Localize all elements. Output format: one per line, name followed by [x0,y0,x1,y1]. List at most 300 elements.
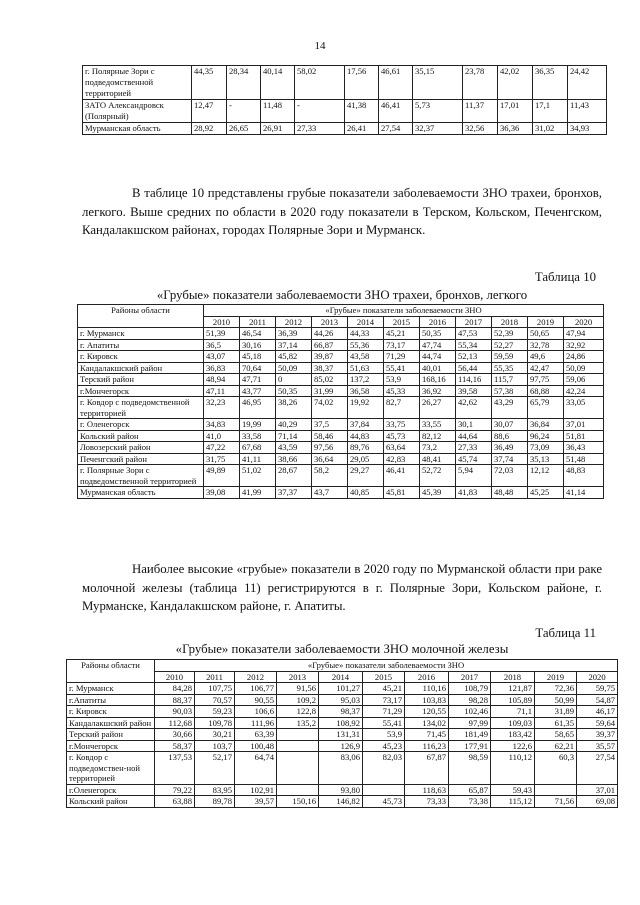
value-cell: 32,92 [564,339,604,351]
value-cell: 48,83 [564,465,604,487]
table10-region-header: Районы области [78,305,204,328]
value-cell: 5,94 [456,465,492,487]
value-cell: 35,57 [577,740,618,752]
value-cell: 115,12 [491,796,535,808]
value-cell: 90,55 [235,694,277,706]
value-cell: 91,56 [277,683,319,695]
value-cell: 71,14 [276,430,312,442]
value-cell: 51,48 [564,453,604,465]
value-cell: 181,49 [449,729,491,741]
value-cell: 26,91 [261,123,295,135]
value-cell: 43,58 [348,351,384,363]
value-cell: 37,84 [348,419,384,431]
region-name: Кандалакшский район [78,362,204,374]
page-number: 14 [314,40,326,52]
value-cell: 109,03 [491,717,535,729]
value-cell: 65,79 [528,397,564,419]
value-cell: 97,75 [528,374,564,386]
region-name: Кольский район [67,796,155,808]
value-cell: 55,36 [348,339,384,351]
value-cell: 68,88 [528,385,564,397]
value-cell: 58,02 [295,66,345,100]
value-cell: 42,62 [456,397,492,419]
value-cell: 26,41 [345,123,379,135]
value-cell: 34,93 [568,123,607,135]
value-cell: 43,7 [312,487,348,499]
year-header: 2012 [276,316,312,328]
value-cell: 26,27 [420,397,456,419]
value-cell: 51,81 [564,430,604,442]
table10-title: «Грубые» показатели заболеваемости ЗНО трахеи, бронхов, легкого [156,288,528,302]
value-cell: 50,09 [276,362,312,374]
table-row [78,385,604,397]
region-name: г.Апатиты [67,694,155,706]
value-cell: 39,87 [312,351,348,363]
value-cell: 32,78 [528,339,564,351]
value-cell: 36,84 [528,419,564,431]
value-cell: 41,38 [345,100,379,123]
year-header: 2016 [420,316,456,328]
value-cell: 85,02 [312,374,348,386]
value-cell: 102,46 [449,706,491,718]
paragraph-table10-intro: В таблице 10 представлены грубые показатели заболеваемости ЗНО трахеи, бронхов, легкого. Выше средних по области в 2020 году показатели в Терском, Кольском, Печенгском, Кандалакшском районах, городах Полярные Зори и Мурманск. [82,186,602,237]
value-cell: 12,47 [192,100,227,123]
value-cell: 52,39 [492,328,528,340]
value-cell: 42,24 [564,385,604,397]
value-cell: 82,7 [384,397,420,419]
table-row [78,453,604,465]
value-cell: 45,23 [363,740,405,752]
value-cell: 41,83 [456,487,492,499]
year-header: 2020 [577,671,618,683]
value-cell: 27,54 [379,123,413,135]
value-cell: 30,16 [240,339,276,351]
region-name: г. Мурманск [67,683,155,695]
value-cell: 71,1 [491,706,535,718]
table11-number: Таблица 11 [535,626,596,640]
year-header: 2015 [384,316,420,328]
region-name: Ловозерский район [78,442,204,454]
value-cell: 45,81 [384,487,420,499]
year-header: 2020 [564,316,604,328]
value-cell: 38,26 [276,397,312,419]
region-name: г. Полярные Зори с подведомственной территорией [78,465,204,487]
value-cell: 58,46 [312,430,348,442]
value-cell: 47,11 [204,385,240,397]
value-cell: 36,36 [498,123,533,135]
region-name: Терский район [78,374,204,386]
table11-group-header: «Грубые» показатели заболеваемости ЗНО [155,660,618,672]
value-cell: 51,63 [348,362,384,374]
year-header: 2014 [348,316,384,328]
value-cell: 116,23 [405,740,449,752]
value-cell: 50,09 [564,362,604,374]
value-cell: 36,43 [564,442,604,454]
value-cell: 39,58 [456,385,492,397]
table-row [67,784,618,796]
value-cell: 43,59 [276,442,312,454]
value-cell: 101,27 [319,683,363,695]
value-cell: 53,9 [384,374,420,386]
value-cell: 137,53 [155,752,195,785]
value-cell [535,784,577,796]
value-cell: 55,35 [492,362,528,374]
paragraph-table11-intro: Наиболее высокие «грубые» показатели в 2020 году по Мурманской области при раке молочной железы (таблица 11) регистрируются в г. Полярные Зори, Кольском районе, г. Мурманске, Кандалакшском районе, г. Апатиты. [82,562,602,613]
year-header: 2013 [277,671,319,683]
value-cell: 58,65 [535,729,577,741]
value-cell: 106,77 [235,683,277,695]
value-cell: 50,99 [535,694,577,706]
region-name: Кольский район [78,430,204,442]
value-cell: 43,29 [492,397,528,419]
value-cell: 50,35 [420,328,456,340]
value-cell: 97,56 [312,442,348,454]
value-cell: 122,6 [491,740,535,752]
value-cell: 126,9 [319,740,363,752]
table-row [83,123,607,135]
value-cell: 73,17 [384,339,420,351]
value-cell: 36,58 [348,385,384,397]
value-cell: 72,36 [535,683,577,695]
value-cell: 5,73 [413,100,463,123]
value-cell: 74,02 [312,397,348,419]
value-cell: 71,45 [405,729,449,741]
value-cell: 89,76 [348,442,384,454]
value-cell: 46,41 [384,465,420,487]
table-row [83,66,607,100]
value-cell: 135,2 [277,717,319,729]
region-name: г. Кировск [78,351,204,363]
value-cell: 110,16 [405,683,449,695]
value-cell: 83,95 [195,784,235,796]
top-table-continuation [82,65,607,135]
value-cell: 30,1 [456,419,492,431]
value-cell: 121,87 [491,683,535,695]
value-cell: 48,41 [420,453,456,465]
value-cell: 28,67 [276,465,312,487]
table-row [78,362,604,374]
region-name: г. Ковдор с подведомствен-ной территорией [67,752,155,785]
value-cell: 45,74 [456,453,492,465]
region-name: Мурманская область [78,487,204,499]
year-header: 2012 [235,671,277,683]
value-cell: 93,80 [319,784,363,796]
value-cell: 27,54 [577,752,618,785]
value-cell: 97,99 [449,717,491,729]
value-cell: 60,3 [535,752,577,785]
year-header: 2014 [319,671,363,683]
region-name: г. Полярные Зори с подведомственной территорией [83,66,192,100]
value-cell: 50,65 [528,328,564,340]
value-cell: 58,2 [312,465,348,487]
value-cell: 49,6 [528,351,564,363]
value-cell: 70,57 [195,694,235,706]
year-header: 2018 [492,316,528,328]
value-cell: 96,24 [528,430,564,442]
value-cell: 82,12 [420,430,456,442]
value-cell [277,784,319,796]
year-header: 2011 [195,671,235,683]
year-header: 2017 [449,671,491,683]
value-cell: 73,2 [420,442,456,454]
value-cell: 37,14 [276,339,312,351]
value-cell: 27,33 [295,123,345,135]
value-cell: 100,48 [235,740,277,752]
value-cell: - [227,100,261,123]
value-cell: 59,06 [564,374,604,386]
value-cell: 120,55 [405,706,449,718]
value-cell: 33,58 [240,430,276,442]
value-cell: 88,6 [492,430,528,442]
value-cell: 31,75 [204,453,240,465]
value-cell: 34,83 [204,419,240,431]
table-row [78,465,604,487]
region-name: г.Мончегорск [67,740,155,752]
table11-region-header: Районы области [67,660,155,683]
value-cell: 37,01 [577,784,618,796]
value-cell: 122,8 [277,706,319,718]
table-row [78,328,604,340]
value-cell: 24,86 [564,351,604,363]
value-cell: 31,99 [312,385,348,397]
value-cell: 57,38 [492,385,528,397]
value-cell: 44,26 [312,328,348,340]
value-cell: 29,05 [348,453,384,465]
value-cell: 36,49 [492,442,528,454]
value-cell: 89,78 [195,796,235,808]
value-cell: 103,7 [195,740,235,752]
value-cell: 37,37 [276,487,312,499]
value-cell: 64,74 [235,752,277,785]
value-cell: 59,75 [577,683,618,695]
value-cell: 137,2 [348,374,384,386]
value-cell: 30,21 [195,729,235,741]
value-cell: 73,33 [405,796,449,808]
table-row [67,717,618,729]
value-cell: 46,41 [379,100,413,123]
value-cell: 168,16 [420,374,456,386]
year-header: 2019 [528,316,564,328]
value-cell: 105,89 [491,694,535,706]
value-cell: 39,37 [577,729,618,741]
table11 [66,659,618,808]
value-cell: 44,33 [348,328,384,340]
value-cell: 33,75 [384,419,420,431]
value-cell: 73,09 [528,442,564,454]
value-cell: 59,23 [195,706,235,718]
table-row [67,740,618,752]
value-cell: 103,83 [405,694,449,706]
value-cell: 84,28 [155,683,195,695]
value-cell: 40,85 [348,487,384,499]
value-cell: 79,22 [155,784,195,796]
value-cell: 56,44 [456,362,492,374]
value-cell: 33,55 [420,419,456,431]
value-cell: 42,02 [498,66,533,100]
table-row [78,339,604,351]
year-header: 2013 [312,316,348,328]
table-row [83,100,607,123]
value-cell: 32,23 [204,397,240,419]
value-cell [277,729,319,741]
value-cell: 183,42 [491,729,535,741]
value-cell: 39,08 [204,487,240,499]
value-cell: 50,35 [276,385,312,397]
value-cell: 69,08 [577,796,618,808]
region-name: г. Апатиты [78,339,204,351]
value-cell: 98,28 [449,694,491,706]
value-cell: 37,74 [492,453,528,465]
value-cell: 31,02 [533,123,568,135]
value-cell: 44,83 [348,430,384,442]
value-cell: 17,01 [498,100,533,123]
value-cell: 19,92 [348,397,384,419]
value-cell: 52,13 [456,351,492,363]
value-cell: 61,35 [535,717,577,729]
value-cell: 41,14 [564,487,604,499]
year-header: 2018 [491,671,535,683]
table-row [78,351,604,363]
value-cell: 67,87 [405,752,449,785]
value-cell: 71,29 [363,706,405,718]
value-cell: 42,83 [384,453,420,465]
value-cell: 73,17 [363,694,405,706]
value-cell: 59,59 [492,351,528,363]
value-cell: 30,07 [492,419,528,431]
value-cell: 27,33 [456,442,492,454]
value-cell: 36,35 [533,66,568,100]
value-cell: 98,37 [319,706,363,718]
value-cell: 177,91 [449,740,491,752]
value-cell: 47,22 [204,442,240,454]
value-cell: 41,0 [204,430,240,442]
value-cell: 35,13 [528,453,564,465]
value-cell: 46,61 [379,66,413,100]
value-cell: 62,21 [535,740,577,752]
table-row [67,683,618,695]
value-cell: 58,37 [155,740,195,752]
value-cell: 54,87 [577,694,618,706]
value-cell: 46,95 [240,397,276,419]
value-cell: 48,94 [204,374,240,386]
year-header: 2010 [155,671,195,683]
region-name: Кандалакшский район [67,717,155,729]
value-cell: 146,82 [319,796,363,808]
value-cell: 26,65 [227,123,261,135]
value-cell: 63,39 [235,729,277,741]
value-cell: 44,35 [192,66,227,100]
value-cell: 11,37 [463,100,498,123]
value-cell: 32,37 [413,123,463,135]
value-cell: 37,5 [312,419,348,431]
region-name: г. Ковдор с подведомственной территорией [78,397,204,419]
value-cell: 44,64 [456,430,492,442]
value-cell: 107,75 [195,683,235,695]
value-cell: 47,71 [240,374,276,386]
value-cell: 53,9 [363,729,405,741]
year-header: 2011 [240,316,276,328]
value-cell: 45,21 [384,328,420,340]
value-cell: 72,03 [492,465,528,487]
value-cell: 71,56 [535,796,577,808]
value-cell: 55,41 [384,362,420,374]
value-cell: 38,66 [276,453,312,465]
value-cell: 65,87 [449,784,491,796]
value-cell [363,784,405,796]
value-cell: 131,31 [319,729,363,741]
value-cell: 106,6 [235,706,277,718]
value-cell [277,740,319,752]
value-cell: 95,03 [319,694,363,706]
value-cell: 40,29 [276,419,312,431]
table10 [77,304,604,499]
value-cell: 45,39 [420,487,456,499]
table-row [67,694,618,706]
value-cell: 28,34 [227,66,261,100]
value-cell: 114,16 [456,374,492,386]
value-cell: 28,92 [192,123,227,135]
value-cell: 52,72 [420,465,456,487]
value-cell: 66,87 [312,339,348,351]
value-cell: 12,12 [528,465,564,487]
value-cell: 90,03 [155,706,195,718]
value-cell: 108,79 [449,683,491,695]
table-row [67,729,618,741]
value-cell: 0 [276,374,312,386]
value-cell: 150,16 [277,796,319,808]
value-cell: 38,37 [312,362,348,374]
value-cell: 31,89 [535,706,577,718]
table10-number: Таблица 10 [534,270,596,284]
value-cell: 83,06 [319,752,363,785]
value-cell: 110,12 [491,752,535,785]
value-cell: 45,33 [384,385,420,397]
value-cell: 23,78 [463,66,498,100]
value-cell: 39,57 [235,796,277,808]
table-row [67,706,618,718]
value-cell: 47,53 [456,328,492,340]
value-cell: 49,89 [204,465,240,487]
value-cell: 47,74 [420,339,456,351]
value-cell: 51,02 [240,465,276,487]
value-cell: 41,11 [240,453,276,465]
region-name: г. Оленегорск [78,419,204,431]
value-cell: 17,1 [533,100,568,123]
value-cell: 45,18 [240,351,276,363]
value-cell: 52,17 [195,752,235,785]
table-row [78,442,604,454]
value-cell: - [295,100,345,123]
value-cell: 55,34 [456,339,492,351]
value-cell: 36,5 [204,339,240,351]
region-name: г. Кировск [67,706,155,718]
value-cell: 134,02 [405,717,449,729]
value-cell: 108,92 [319,717,363,729]
value-cell: 35,15 [413,66,463,100]
value-cell: 29,27 [348,465,384,487]
value-cell: 82,03 [363,752,405,785]
region-name: г.Оленегорск [67,784,155,796]
region-name: Терский район [67,729,155,741]
table10-group-header: «Грубые» показатели заболеваемости ЗНО [204,305,604,317]
value-cell: 36,64 [312,453,348,465]
year-header: 2016 [405,671,449,683]
region-name: ЗАТО Александровск (Полярный) [83,100,192,123]
value-cell: 47,94 [564,328,604,340]
value-cell: 73,38 [449,796,491,808]
value-cell: 30,66 [155,729,195,741]
value-cell: 17,56 [345,66,379,100]
